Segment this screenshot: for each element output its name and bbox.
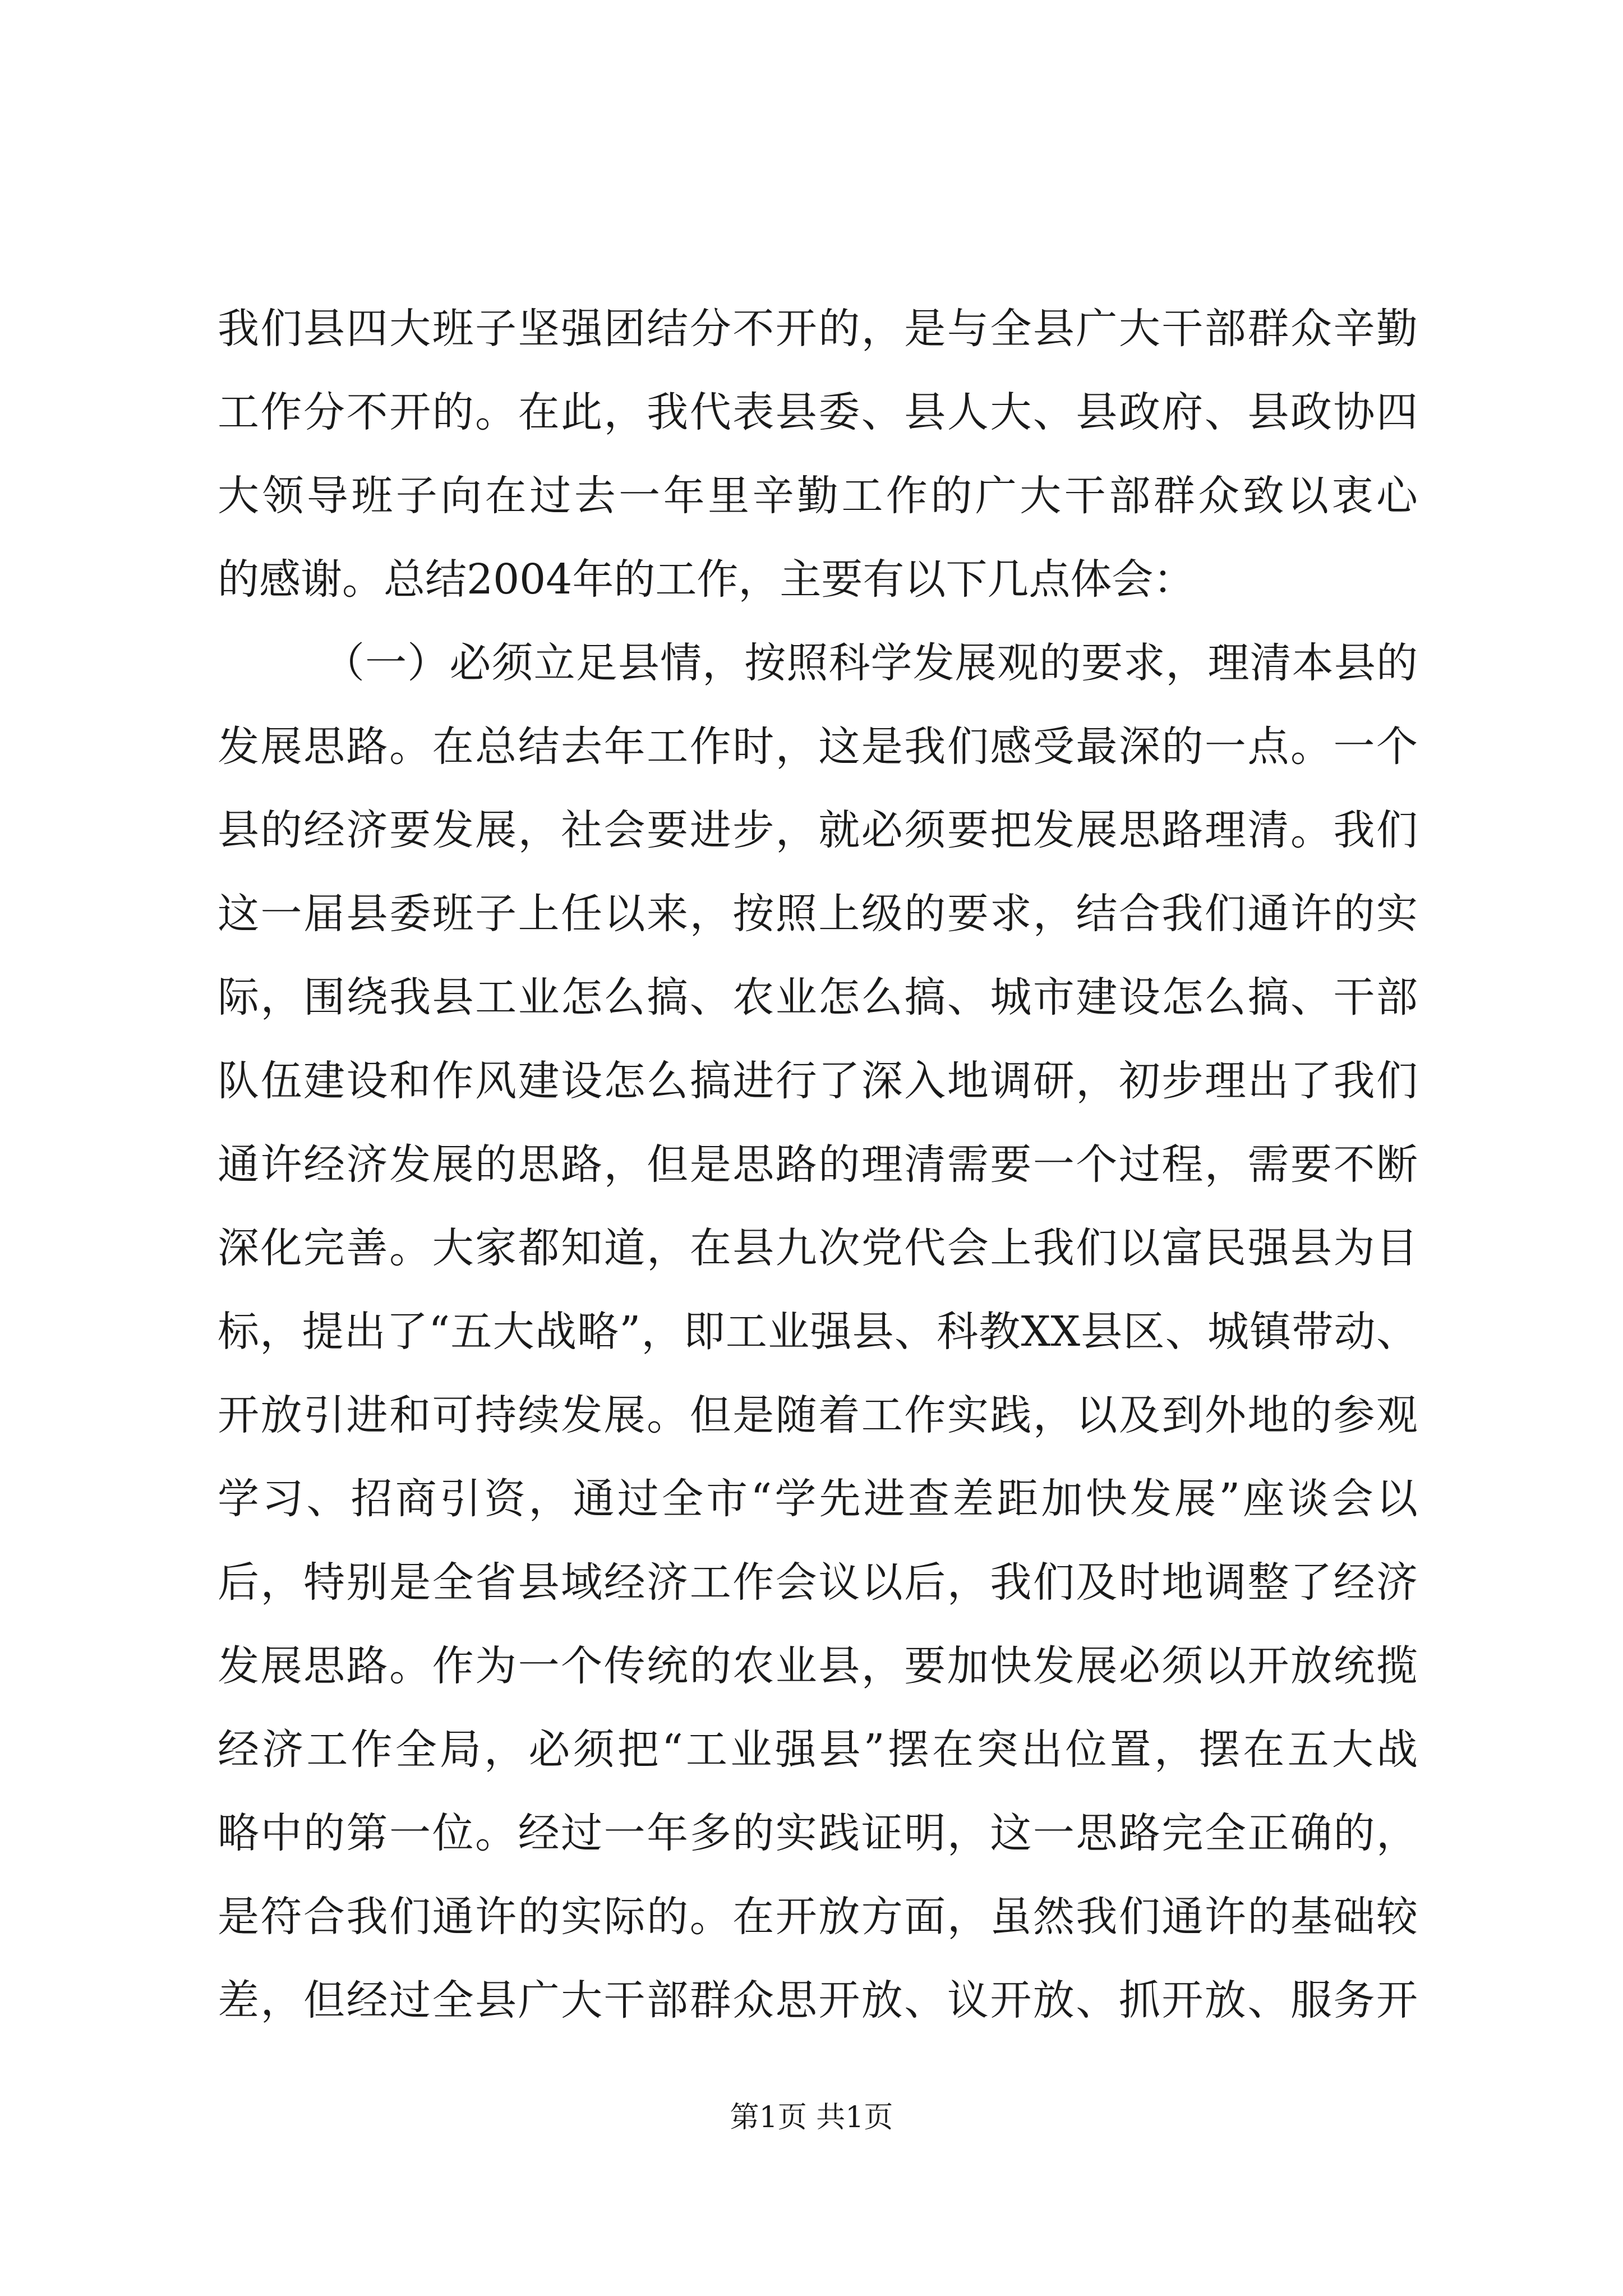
text-line: 这一届县委班子上任以来，按照上级的要求，结合我们通许的实 <box>218 890 1418 938</box>
text-line: 发展思路。在总结去年工作时，这是我们感受最深的一点。一个 <box>218 723 1418 771</box>
text-line: 经济工作全局，必须把“工业强县”摆在突出位置，摆在五大战 <box>218 1726 1418 1774</box>
paragraph-first-line: （一）必须立足县情，按照科学发展观的要求，理清本县的 <box>323 639 1418 687</box>
text-line: 开放引进和可持续发展。但是随着工作实践，以及到外地的参观 <box>218 1391 1418 1439</box>
text-line: 的感谢。总结2004年的工作，主要有以下几点体会： <box>218 555 1195 604</box>
text-line: 后，特别是全省县域经济工作会议以后，我们及时地调整了经济 <box>218 1558 1418 1607</box>
text-line: 深化完善。大家都知道，在县九次党代会上我们以富民强县为目 <box>218 1224 1418 1272</box>
text-line: 略中的第一位。经过一年多的实践证明，这一思路完全正确的， <box>218 1809 1418 1857</box>
text-line: 发展思路。作为一个传统的农业县，要加快发展必须以开放统揽 <box>218 1642 1418 1690</box>
text-line: 队伍建设和作风建设怎么搞进行了深入地调研，初步理出了我们 <box>218 1057 1418 1105</box>
text-line: 标，提出了“五大战略”，即工业强县、科教XX县区、城镇带动、 <box>218 1308 1418 1356</box>
page-number: 第1页 共1页 <box>730 2101 893 2134</box>
text-line: 际，围绕我县工业怎么搞、农业怎么搞、城市建设怎么搞、干部 <box>218 973 1418 1022</box>
text-line: 学习、招商引资，通过全市“学先进查差距加快发展”座谈会以 <box>218 1475 1418 1523</box>
text-line: 县的经济要发展，社会要进步，就必须要把发展思路理清。我们 <box>218 806 1418 854</box>
page-footer <box>0 2098 1623 2137</box>
text-line: 是符合我们通许的实际的。在开放方面，虽然我们通许的基础较 <box>218 1893 1418 1941</box>
text-line: 大领导班子向在过去一年里辛勤工作的广大干部群众致以衷心 <box>218 472 1418 520</box>
text-line: 通许经济发展的思路，但是思路的理清需要一个过程，需要不断 <box>218 1140 1418 1189</box>
text-line: 工作分不开的。在此，我代表县委、县人大、县政府、县政协四 <box>218 388 1418 436</box>
body-text <box>218 287 1418 2042</box>
text-line: 差，但经过全县广大干部群众思开放、议开放、抓开放、服务开 <box>218 1976 1418 2024</box>
text-line: 我们县四大班子坚强团结分不开的，是与全县广大干部群众辛勤 <box>218 305 1418 353</box>
